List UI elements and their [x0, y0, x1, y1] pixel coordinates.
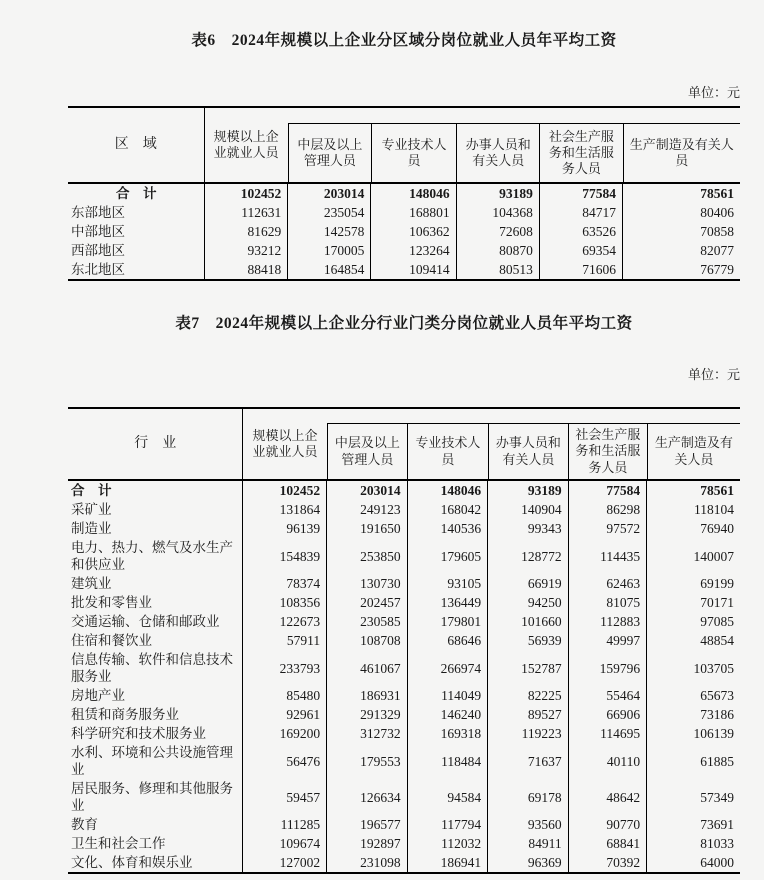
value-cell: 109674 [243, 834, 327, 853]
value-cell: 136449 [407, 593, 488, 612]
value-cell: 81033 [647, 834, 740, 853]
value-cell: 70392 [568, 853, 647, 873]
row-label: 信息传输、软件和信息技术服务业 [71, 652, 233, 684]
row-label: 电力、热力、燃气及水生产和供应业 [71, 540, 233, 572]
value-cell: 73186 [647, 705, 740, 724]
table6-title: 表6 2024年规模以上企业分区域分岗位就业人员年平均工资 [191, 32, 617, 49]
value-cell: 93105 [407, 574, 488, 593]
table-row [68, 260, 740, 280]
value-cell: 118484 [407, 743, 488, 779]
table7-title: 表7 2024年规模以上企业分行业门类分岗位就业人员年平均工资 [175, 315, 633, 332]
value-cell: 114695 [568, 724, 647, 743]
value-cell: 109414 [371, 260, 456, 280]
value-cell: 291329 [327, 705, 408, 724]
value-cell: 96139 [243, 519, 327, 538]
value-cell: 168801 [371, 203, 456, 222]
value-cell: 106362 [371, 222, 456, 241]
value-cell: 77584 [568, 480, 647, 500]
value-cell: 148046 [407, 480, 488, 500]
value-cell: 84717 [539, 203, 622, 222]
table-row [68, 241, 740, 260]
value-cell: 168042 [407, 500, 488, 519]
value-cell: 102452 [243, 480, 327, 500]
value-cell: 56476 [243, 743, 327, 779]
table-row [68, 519, 740, 538]
value-cell: 169200 [243, 724, 327, 743]
value-cell: 99343 [488, 519, 569, 538]
value-cell: 249123 [327, 500, 408, 519]
table-row [68, 631, 740, 650]
value-cell: 461067 [327, 650, 408, 686]
value-cell: 81075 [568, 593, 647, 612]
value-cell: 82077 [623, 241, 740, 260]
value-cell: 71637 [488, 743, 569, 779]
row-label: 水利、环境和公共设施管理业 [71, 745, 233, 777]
value-cell: 108708 [327, 631, 408, 650]
column-header: 社会生产服务和生活服务人员 [539, 107, 622, 183]
value-cell: 76940 [647, 519, 740, 538]
value-cell: 170005 [288, 241, 371, 260]
value-cell: 140536 [407, 519, 488, 538]
table-row [68, 705, 740, 724]
value-cell: 94584 [407, 779, 488, 815]
table-row [68, 183, 740, 203]
value-cell: 76779 [623, 260, 740, 280]
value-cell: 186931 [327, 686, 408, 705]
value-cell: 89527 [488, 705, 569, 724]
value-cell: 93212 [204, 241, 288, 260]
table-row [68, 834, 740, 853]
value-cell: 62463 [568, 574, 647, 593]
value-cell: 127002 [243, 853, 327, 873]
table-row [68, 574, 740, 593]
value-cell: 152787 [488, 650, 569, 686]
value-cell: 80406 [623, 203, 740, 222]
value-cell: 72608 [456, 222, 539, 241]
table6 [68, 106, 740, 281]
row-label: 中部地区 [71, 224, 125, 239]
value-cell: 231098 [327, 853, 408, 873]
row-label: 合 计 [116, 186, 157, 201]
table7-unit-label: 单位：元 [687, 367, 740, 382]
row-label: 采矿业 [71, 502, 112, 517]
value-cell: 81629 [204, 222, 288, 241]
table-row [68, 480, 740, 500]
value-cell: 179553 [327, 743, 408, 779]
value-cell: 312732 [327, 724, 408, 743]
value-cell: 77584 [539, 183, 622, 203]
value-cell: 85480 [243, 686, 327, 705]
table6-section [68, 28, 740, 281]
value-cell: 66919 [488, 574, 569, 593]
value-cell: 61885 [647, 743, 740, 779]
value-cell: 130730 [327, 574, 408, 593]
value-cell: 233793 [243, 650, 327, 686]
row-label: 东部地区 [71, 205, 125, 220]
value-cell: 119223 [488, 724, 569, 743]
value-cell: 164854 [288, 260, 371, 280]
value-cell: 179605 [407, 538, 488, 574]
value-cell: 112631 [204, 203, 288, 222]
header-row [68, 408, 740, 480]
value-cell: 146240 [407, 705, 488, 724]
row-header-label: 行 业 [68, 408, 243, 480]
value-cell: 68646 [407, 631, 488, 650]
row-label: 住宿和餐饮业 [71, 633, 152, 648]
value-cell: 128772 [488, 538, 569, 574]
value-cell: 235054 [288, 203, 371, 222]
table-row [68, 815, 740, 834]
column-header: 办事人员和有关人员 [488, 408, 569, 480]
row-label: 合 计 [71, 483, 112, 498]
value-cell: 86298 [568, 500, 647, 519]
table7-section [68, 311, 740, 874]
column-header: 专业技术人员 [407, 408, 488, 480]
value-cell: 191650 [327, 519, 408, 538]
row-label: 租赁和商务服务业 [71, 707, 179, 722]
row-label: 文化、体育和娱乐业 [71, 855, 193, 870]
value-cell: 202457 [327, 593, 408, 612]
table-row [68, 686, 740, 705]
value-cell: 159796 [568, 650, 647, 686]
value-cell: 63526 [539, 222, 622, 241]
row-label: 房地产业 [71, 688, 125, 703]
value-cell: 192897 [327, 834, 408, 853]
value-cell: 108356 [243, 593, 327, 612]
table-row [68, 222, 740, 241]
column-header: 规模以上企业就业人员 [204, 107, 288, 183]
value-cell: 57349 [647, 779, 740, 815]
value-cell: 48854 [647, 631, 740, 650]
value-cell: 80870 [456, 241, 539, 260]
value-cell: 68841 [568, 834, 647, 853]
table7 [68, 407, 740, 874]
row-label: 居民服务、修理和其他服务业 [71, 781, 233, 813]
row-label: 交通运输、仓储和邮政业 [71, 614, 220, 629]
row-label: 批发和零售业 [71, 595, 152, 610]
table-row [68, 593, 740, 612]
table-row [68, 650, 740, 686]
value-cell: 102452 [204, 183, 288, 203]
value-cell: 140007 [647, 538, 740, 574]
row-label: 西部地区 [71, 243, 125, 258]
value-cell: 126634 [327, 779, 408, 815]
column-header: 生产制造及有关人员 [623, 107, 740, 183]
value-cell: 73691 [647, 815, 740, 834]
row-label: 建筑业 [71, 576, 112, 591]
value-cell: 93189 [488, 480, 569, 500]
value-cell: 101660 [488, 612, 569, 631]
table-row [68, 743, 740, 779]
value-cell: 69178 [488, 779, 569, 815]
value-cell: 112883 [568, 612, 647, 631]
value-cell: 123264 [371, 241, 456, 260]
value-cell: 48642 [568, 779, 647, 815]
row-label: 制造业 [71, 521, 112, 536]
table-row [68, 500, 740, 519]
value-cell: 106139 [647, 724, 740, 743]
table-row [68, 724, 740, 743]
value-cell: 55464 [568, 686, 647, 705]
value-cell: 69199 [647, 574, 740, 593]
row-label: 科学研究和技术服务业 [71, 726, 206, 741]
value-cell: 93189 [456, 183, 539, 203]
value-cell: 112032 [407, 834, 488, 853]
row-label: 东北地区 [71, 262, 125, 277]
value-cell: 253850 [327, 538, 408, 574]
value-cell: 114049 [407, 686, 488, 705]
value-cell: 90770 [568, 815, 647, 834]
value-cell: 122673 [243, 612, 327, 631]
column-header: 生产制造及有关人员 [647, 408, 740, 480]
value-cell: 148046 [371, 183, 456, 203]
value-cell: 118104 [647, 500, 740, 519]
value-cell: 111285 [243, 815, 327, 834]
value-cell: 97085 [647, 612, 740, 631]
value-cell: 78561 [623, 183, 740, 203]
value-cell: 140904 [488, 500, 569, 519]
value-cell: 66906 [568, 705, 647, 724]
value-cell: 103705 [647, 650, 740, 686]
value-cell: 78374 [243, 574, 327, 593]
value-cell: 203014 [288, 183, 371, 203]
row-header-label: 区 域 [68, 107, 204, 183]
value-cell: 88418 [204, 260, 288, 280]
column-header: 中层及以上管理人员 [288, 107, 371, 183]
value-cell: 131864 [243, 500, 327, 519]
value-cell: 49997 [568, 631, 647, 650]
value-cell: 104368 [456, 203, 539, 222]
table-row [68, 203, 740, 222]
value-cell: 266974 [407, 650, 488, 686]
value-cell: 40110 [568, 743, 647, 779]
column-header: 办事人员和有关人员 [456, 107, 539, 183]
value-cell: 203014 [327, 480, 408, 500]
column-header: 规模以上企业就业人员 [243, 408, 327, 480]
value-cell: 82225 [488, 686, 569, 705]
value-cell: 80513 [456, 260, 539, 280]
column-header: 专业技术人员 [371, 107, 456, 183]
value-cell: 179801 [407, 612, 488, 631]
value-cell: 92961 [243, 705, 327, 724]
table-row [68, 612, 740, 631]
value-cell: 196577 [327, 815, 408, 834]
table-row [68, 538, 740, 574]
value-cell: 93560 [488, 815, 569, 834]
value-cell: 70858 [623, 222, 740, 241]
value-cell: 97572 [568, 519, 647, 538]
row-label: 卫生和社会工作 [71, 836, 166, 851]
value-cell: 78561 [647, 480, 740, 500]
value-cell: 114435 [568, 538, 647, 574]
header-row [68, 107, 740, 183]
value-cell: 96369 [488, 853, 569, 873]
value-cell: 59457 [243, 779, 327, 815]
value-cell: 57911 [243, 631, 327, 650]
value-cell: 70171 [647, 593, 740, 612]
row-label: 教育 [71, 817, 98, 832]
value-cell: 154839 [243, 538, 327, 574]
table6-unit-label: 单位：元 [687, 85, 740, 100]
value-cell: 117794 [407, 815, 488, 834]
value-cell: 84911 [488, 834, 569, 853]
value-cell: 64000 [647, 853, 740, 873]
value-cell: 65673 [647, 686, 740, 705]
value-cell: 186941 [407, 853, 488, 873]
value-cell: 94250 [488, 593, 569, 612]
value-cell: 169318 [407, 724, 488, 743]
value-cell: 142578 [288, 222, 371, 241]
column-header: 中层及以上管理人员 [327, 408, 408, 480]
value-cell: 230585 [327, 612, 408, 631]
table-row [68, 779, 740, 815]
column-header: 社会生产服务和生活服务人员 [568, 408, 647, 480]
value-cell: 56939 [488, 631, 569, 650]
table-row [68, 853, 740, 873]
value-cell: 69354 [539, 241, 622, 260]
value-cell: 71606 [539, 260, 622, 280]
